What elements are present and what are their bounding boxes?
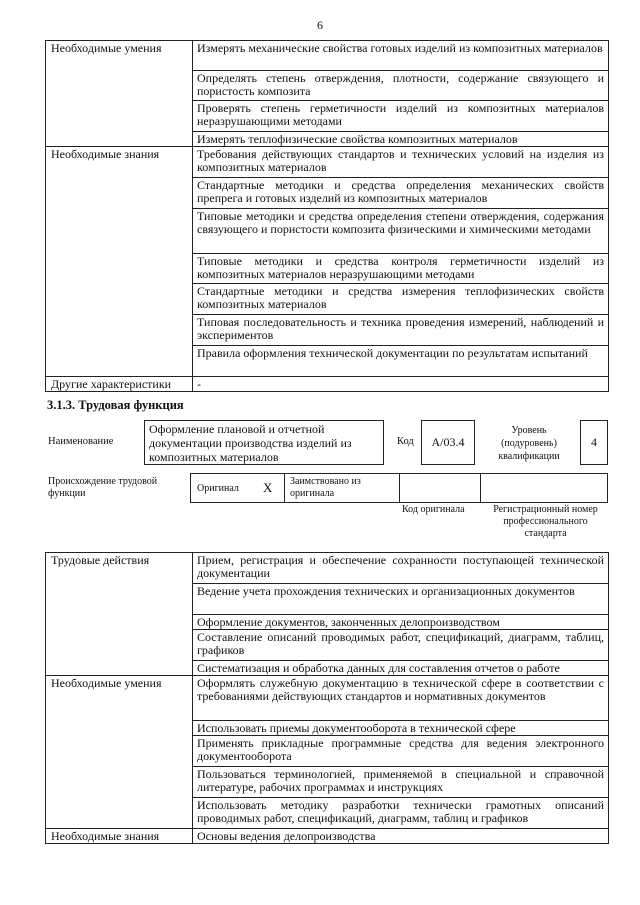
divider — [399, 473, 400, 503]
borrowed-label: Заимствовано из оригинала — [290, 476, 361, 499]
table-cell: Ведение учета прохождения технических и организационных документов — [193, 584, 609, 615]
level-value-box: 4 — [580, 420, 608, 465]
table-cell: Оформлять служебную документацию в технической сфере в соответствии с требованиями действующих стандартов и нормативных документов — [193, 676, 609, 721]
section-title: 3.1.3. Трудовая функция — [47, 398, 184, 412]
code-original-label: Код оригинала — [402, 504, 465, 515]
name-label: Наименование — [48, 436, 114, 447]
table-cell: Использовать методику разработки технически грамотных описаний проводимых работ, спецификаций, диаграмм, таблиц и графиков — [193, 798, 609, 829]
row-label-knowledge: Необходимые знания — [46, 147, 193, 377]
origin-box — [190, 473, 608, 503]
table-cell: Проверять степень герметичности изделий из композитных материалов неразрушающими методами — [193, 101, 609, 132]
row-label-other: Другие характеристики — [46, 377, 193, 392]
table-cell: Типовые методики и средства определения степени отверждения, содержания связующего и пористости композита физическими и химическими методами — [193, 209, 609, 254]
table-cell: Стандартные методики и средства измерения теплофизических свойств композитных материалов — [193, 284, 609, 315]
divider — [480, 473, 481, 503]
table-cell: Систематизация и обработка данных для составления отчетов о работе — [193, 661, 609, 676]
table-cell: Определять степень отверждения, плотности, содержание связующего и пористость композита — [193, 71, 609, 101]
row-label-knowledge: Необходимые знания — [46, 829, 193, 844]
table-cell: Измерять механические свойства готовых изделий из композитных материалов — [193, 41, 609, 71]
table-cell: Измерять теплофизические свойства композитных материалов — [193, 132, 609, 147]
skills-knowledge-table — [45, 40, 609, 392]
row-label-actions: Трудовые действия — [46, 553, 193, 676]
table-cell: Стандартные методики и средства определения механических свойств препрега и готовых изделий из композитных материалов — [193, 178, 609, 209]
original-mark: X — [263, 480, 273, 495]
table-cell: Составление описаний проводимых работ, спецификаций, диаграмм, таблиц, графиков — [193, 630, 609, 661]
level-label: Уровень (подуровень) квалификации — [498, 425, 560, 462]
table-cell: Использовать приемы документооборота в технической сфере — [193, 721, 609, 736]
table-cell: Прием, регистрация и обеспечение сохранности поступающей технической документации — [193, 553, 609, 584]
page-number: 6 — [317, 18, 323, 32]
original-label: Оригинал — [197, 483, 239, 494]
row-label-skills: Необходимые умения — [46, 676, 193, 829]
divider — [284, 473, 285, 503]
table-cell: Типовые методики и средства контроля герметичности изделий из композитных материалов неразрушающими методами — [193, 254, 609, 284]
table-cell: Применять прикладные программные средства для ведения электронного документооборота — [193, 736, 609, 767]
reg-number-label: Регистрационный номер профессионального стандарта — [493, 504, 598, 539]
table-cell: Пользоваться терминологией, применяемой в специальной и справочной литературе, рабочих программах и инструкциях — [193, 767, 609, 798]
table-cell: Типовая последовательность и техника проведения измерений, наблюдений и экспериментов — [193, 315, 609, 346]
table-cell: Правила оформления технической документации по результатам испытаний — [193, 346, 609, 377]
table-cell: - — [193, 377, 609, 392]
labor-actions-table — [45, 552, 609, 844]
function-name-box: Оформление плановой и отчетной документации производства изделий из композитных материалов — [144, 420, 384, 465]
table-cell: Оформление документов, законченных делопроизводством — [193, 615, 609, 630]
row-label-skills: Необходимые умения — [46, 41, 193, 147]
origin-label: Происхождение трудовой функции — [48, 476, 158, 499]
table-cell: Основы ведения делопроизводства — [193, 829, 609, 844]
table-cell: Требования действующих стандартов и технических условий на изделия из композитных материалов — [193, 147, 609, 178]
code-label: Код — [397, 436, 414, 447]
function-code-box: А/03.4 — [421, 420, 475, 465]
